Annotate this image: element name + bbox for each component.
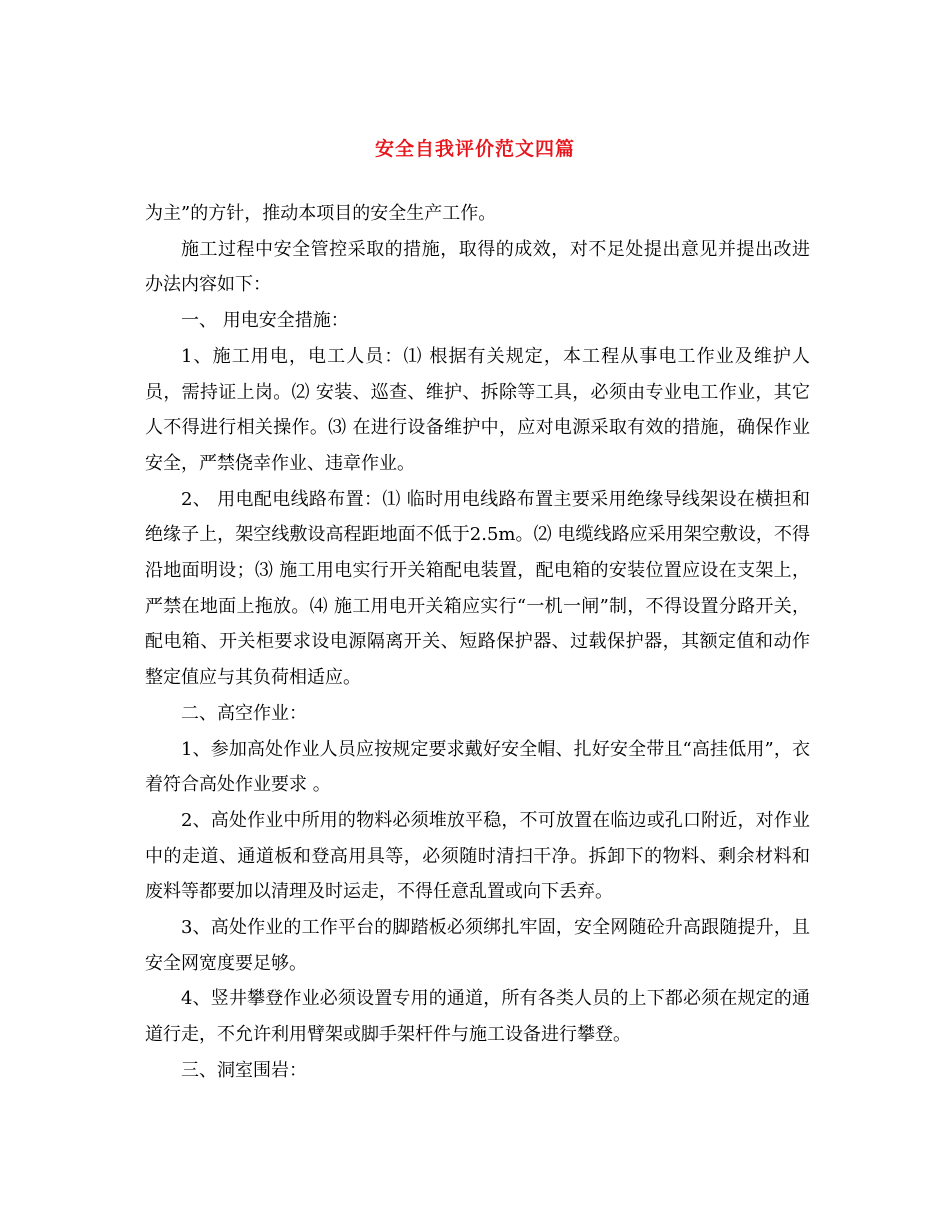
paragraph: 3、高处作业的工作平台的脚踏板必须绑扎牢固，安全网随砼升高跟随提升，且安全网宽度要足够。 (145, 917, 810, 974)
section-heading: 三、洞室围岩： (181, 1059, 307, 1081)
paragraph: 施工过程中安全管控采取的措施，取得的成效，对不足处提出意见并提出改进办法内容如下： (145, 238, 810, 296)
section-heading: 一、 用电安全措施： (181, 310, 349, 332)
section-heading: 二、高空作业： (181, 702, 307, 724)
paragraph: 4、竖井攀登作业必须设置专用的通道，所有各类人员的上下都必须在规定的通道行走，不允许利用臂架或脚手架杆件与施工设备进行攀登。 (145, 988, 810, 1046)
paragraph: 2、 用电配电线路布置：⑴ 临时用电线路布置主要采用绝缘导线架设在横担和绝缘子上，架空线敷设高程距地面不低于2.5m。⑵ 电缆线路应采用架空敷设，不得沿地面明设；⑶ 施工用电实行开关箱配电装置，配电箱的安装位置应设在支架上，严禁在地面上拖放。⑷ 施工用电开关箱应实行“一机一闸”制，不得设置分路开关，配电箱、开关柜要求设电源隔离开关、短路保护器、过载保护器，其额定值和动作整定值应与其负荷相适应。 (145, 488, 810, 689)
paragraph: 为主”的方针，推动本项目的安全生产工作。 (145, 203, 497, 224)
document-title: 安全自我评价范文四篇 (374, 138, 575, 160)
paragraph: 1、参加高处作业人员应按规定要求戴好安全帽、扎好安全带且“高挂低用”，衣着符合高处作业要求 。 (145, 738, 810, 796)
paragraph: 2、高处作业中所用的物料必须堆放平稳，不可放置在临边或孔口附近，对作业中的走道、通道板和登高用具等，必须随时清扫干净。拆卸下的物料、剩余材料和废料等都要加以清理及时运走，不得任意乱置或向下丢弃。 (145, 809, 810, 903)
document-body (145, 196, 810, 1089)
paragraph: 1、施工用电，电工人员：⑴ 根据有关规定，本工程从事电工作业及维护人员，需持证上岗。⑵ 安装、巡查、维护、拆除等工具，必须由专业电工作业，其它人不得进行相关操作。⑶ 在进行设备维护中，应对电源采取有效的措施，确保作业安全，严禁侥幸作业、违章作业。 (145, 345, 810, 474)
